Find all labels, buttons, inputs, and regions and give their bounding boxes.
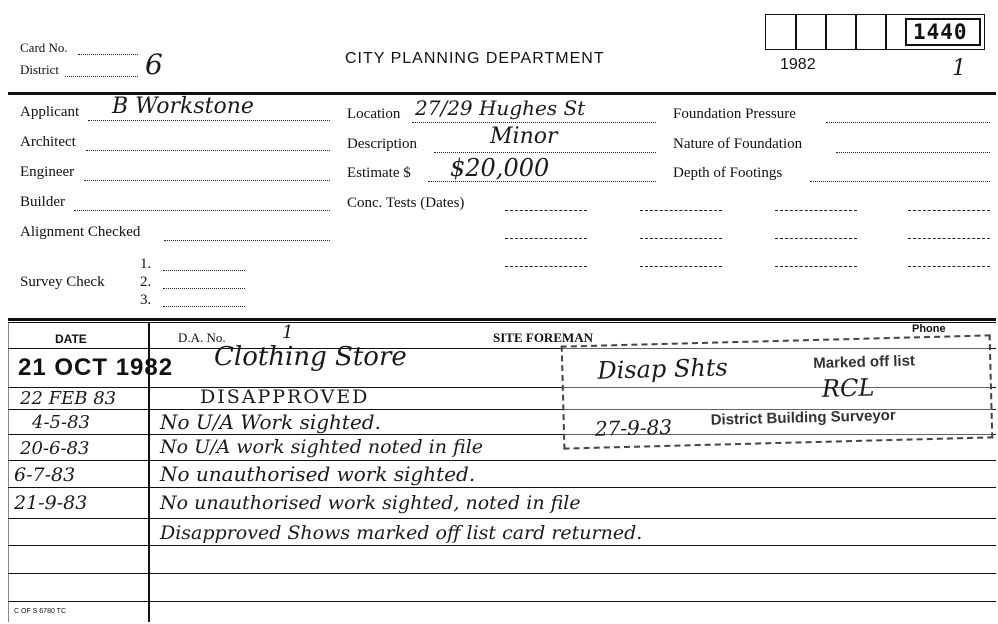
conc-line-4 [908,210,990,211]
applicant-line [88,120,330,121]
row-rule-9 [8,601,996,602]
table-row-entry: No U/A work sighted noted in file [160,436,484,458]
builder-label: Builder [20,194,65,210]
table-row-entry: No U/A Work sighted. [160,410,381,434]
depth-footings-line [810,181,990,182]
district-value: 6 [145,48,163,81]
table-row-entry: Disapproved Shows marked off list card returned. [160,522,643,544]
conc-line-5 [505,238,587,239]
table-row-date: 4-5-83 [32,412,90,433]
survey-label: Survey Check [20,274,105,290]
table-row-entry: No unauthorised work sighted. [160,462,476,486]
stamp-date: 27-9-83 [594,414,673,441]
stamp-handwritten: Disap Shts [597,353,729,385]
engineer-label: Engineer [20,164,75,180]
row-rule-5 [8,487,996,488]
conc-line-7 [775,238,857,239]
table-row-date: 6-7-83 [14,464,76,486]
foundation-pressure-label: Foundation Pressure [673,106,796,122]
table-row-entry: DISAPPROVED [200,386,370,408]
table-row-date: 22 FEB 83 [20,388,117,409]
applicant-label: Applicant [20,104,80,120]
stamp-initials: RCL [821,373,875,403]
location-value: 27/29 Hughes St [415,96,586,120]
conc-line-8 [908,238,990,239]
left-border [8,322,9,622]
conc-line-12 [908,266,990,267]
department-title: CITY PLANNING DEPARTMENT [345,50,605,67]
card-number-boxes [765,14,985,50]
table-row-date: 20-6-83 [20,438,90,459]
location-line [412,122,656,123]
row-rule-4 [8,460,996,461]
stamp-marked-off: Marked off list [813,352,916,373]
survey-2: 2. [140,274,152,290]
row-rule-7 [8,545,996,546]
conc-line-3 [775,210,857,211]
card-no-line [78,54,138,55]
applicant-value: B Workstone [112,94,254,119]
description-line [434,152,656,153]
nature-foundation-label: Nature of Foundation [673,136,803,152]
conc-line-10 [640,266,722,267]
card-no-label: Card No. [20,40,68,55]
row-rule-8 [8,573,996,574]
card-number: 1440 [913,20,968,44]
nature-foundation-line [836,152,990,153]
marked-off-stamp [561,334,994,449]
district-label: District [20,62,59,77]
table-row-date: 21 OCT 1982 [18,354,174,381]
table-top-rule-2 [8,322,996,323]
row-rule-6 [8,518,996,519]
table-row-entry: Clothing Store [214,342,407,372]
survey-line-1 [163,270,245,271]
estimate-label: Estimate $ [347,165,411,181]
da-header: D.A. No. [178,330,226,345]
phone-header: Phone [912,323,946,335]
depth-footings-label: Depth of Footings [673,165,783,181]
conc-line-9 [505,266,587,267]
form-code: C OF S 6780 TC [14,608,67,615]
architect-line [86,150,330,151]
survey-line-2 [163,288,245,289]
survey-line-3 [163,306,245,307]
builder-line [74,210,330,211]
estimate-value: $20,000 [450,154,550,182]
survey-3: 3. [140,292,152,308]
conc-line-6 [640,238,722,239]
survey-1: 1. [140,256,152,272]
conc-line-1 [505,210,587,211]
architect-label: Architect [20,134,76,150]
conc-line-11 [775,266,857,267]
da-mark: 1 [282,322,294,343]
location-label: Location [347,106,401,122]
year-suffix: 1 [952,56,966,81]
stamp-district: District Building Surveyor [710,406,896,429]
alignment-label: Alignment Checked [20,224,141,240]
site-foreman-header: SITE FOREMAN [493,330,594,345]
table-row-entry: No unauthorised work sighted, noted in file [160,492,581,514]
description-label: Description [347,136,417,152]
description-value: Minor [490,124,558,149]
conc-line-2 [640,210,722,211]
table-top-rule [8,318,996,321]
foundation-pressure-line [826,122,990,123]
date-header: DATE [55,332,87,346]
alignment-line [164,240,330,241]
conc-tests-label: Conc. Tests (Dates) [347,195,465,211]
district-line [65,76,138,77]
table-row-date: 21-9-83 [14,492,88,514]
year: 1982 [780,56,816,73]
engineer-line [84,180,330,181]
